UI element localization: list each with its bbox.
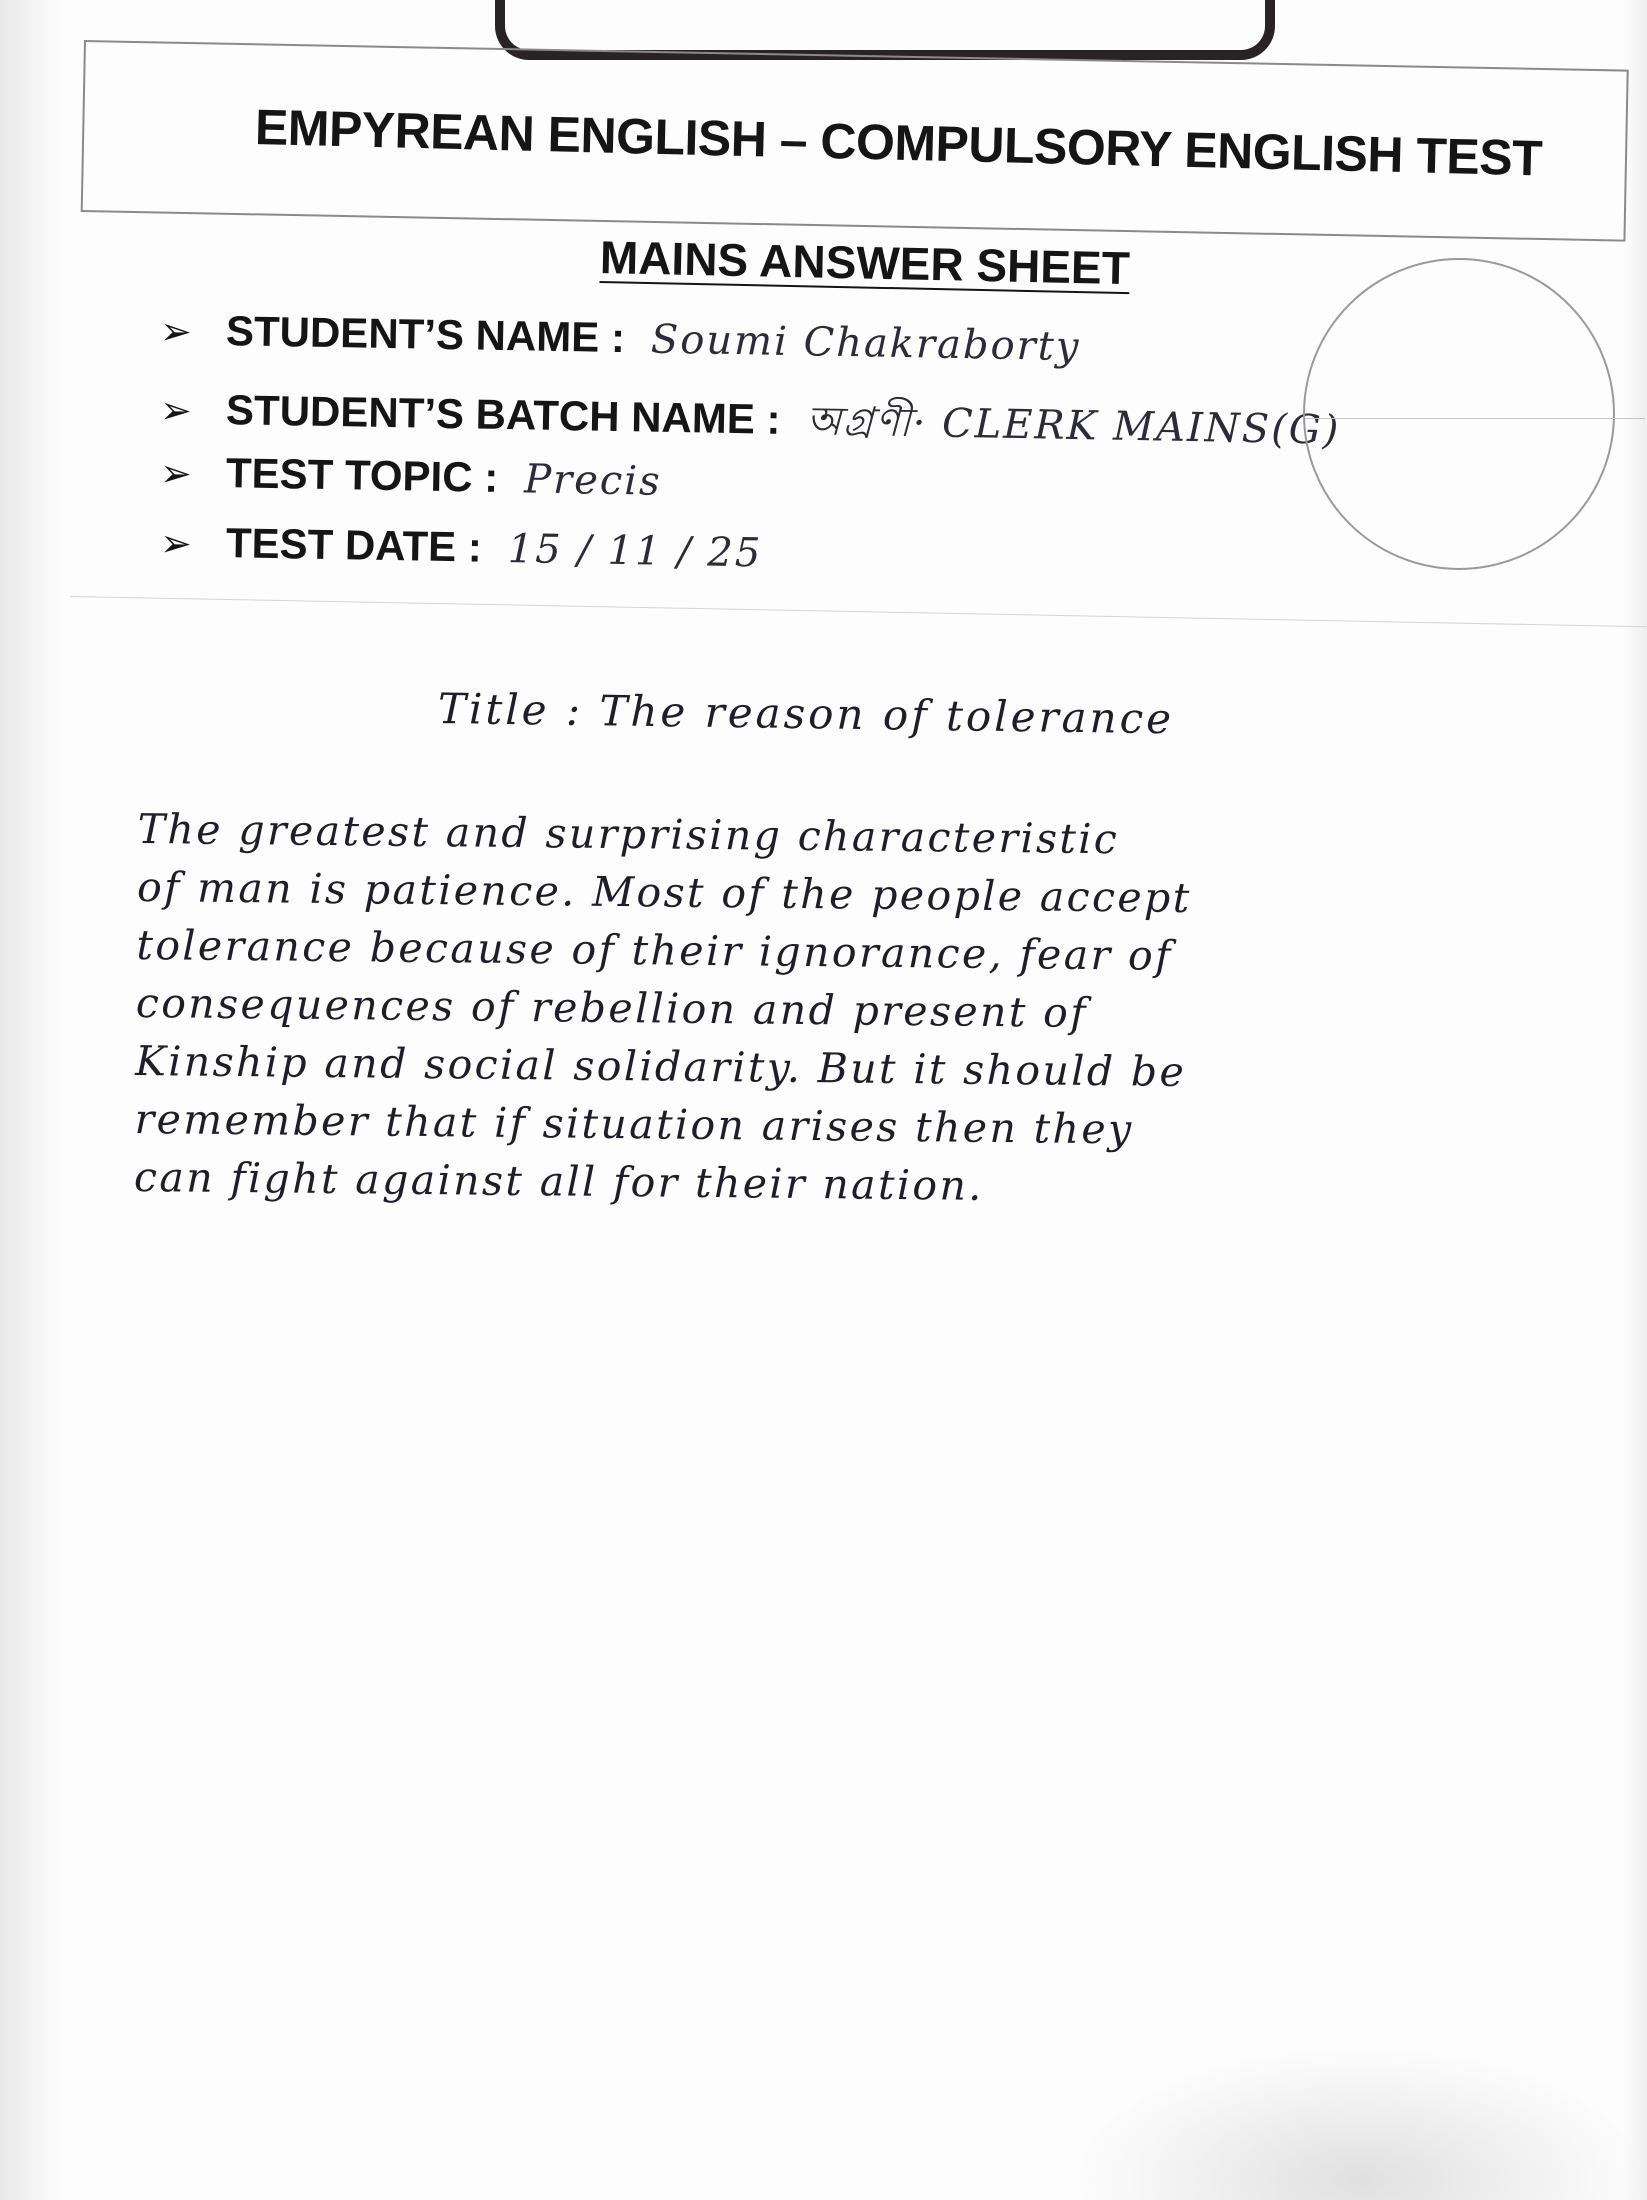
field-label: STUDENT’S BATCH NAME : — [225, 386, 781, 443]
marks-circle-divider — [1305, 418, 1645, 419]
arrow-bullet-icon: ➢ — [159, 521, 193, 566]
field-label: TEST DATE : — [225, 519, 483, 571]
answer-line: tolerance because of their ignorance, fear of — [136, 920, 1173, 980]
header-divider — [70, 596, 1647, 627]
field-label: STUDENT’S NAME : — [225, 307, 626, 362]
sheet-subtitle: MAINS ANSWER SHEET — [599, 231, 1131, 295]
paper-smudge — [1080, 2050, 1640, 2200]
paper-left-edge — [0, 0, 62, 2200]
answer-body — [134, 800, 1608, 1221]
arrow-bullet-icon: ➢ — [159, 309, 193, 354]
arrow-bullet-icon: ➢ — [159, 451, 193, 496]
field-label: TEST TOPIC : — [225, 449, 499, 501]
arrow-bullet-icon: ➢ — [159, 388, 193, 433]
answer-line: of man is patience. Most of the people accept — [136, 862, 1192, 923]
answer-title: Title : The reason of tolerance — [437, 684, 1175, 744]
page-title: EMPYREAN ENGLISH – COMPULSORY ENGLISH TEST — [254, 99, 1543, 187]
answer-line: The greatest and surprising characteristic — [137, 804, 1120, 864]
field-test-topic — [160, 448, 662, 505]
answer-line: remember that if situation arises then they — [134, 1094, 1134, 1154]
field-value: 15 / 11 / 25 — [507, 526, 763, 577]
answer-line: Kinship and social solidarity. But it should be — [135, 1036, 1187, 1096]
answer-line: can fight against all for their nation. — [133, 1152, 985, 1210]
field-test-date — [160, 518, 763, 577]
answer-line: consequences of rebellion and present of — [135, 978, 1089, 1037]
paper-right-edge — [1623, 0, 1647, 2200]
field-value: অগ্রণী· CLERK MAINS(G) — [806, 398, 1341, 454]
field-value: Soumi Chakraborty — [650, 316, 1081, 371]
field-value: Precis — [523, 456, 662, 505]
marks-circle — [1303, 258, 1615, 570]
field-student-name — [160, 306, 1081, 370]
